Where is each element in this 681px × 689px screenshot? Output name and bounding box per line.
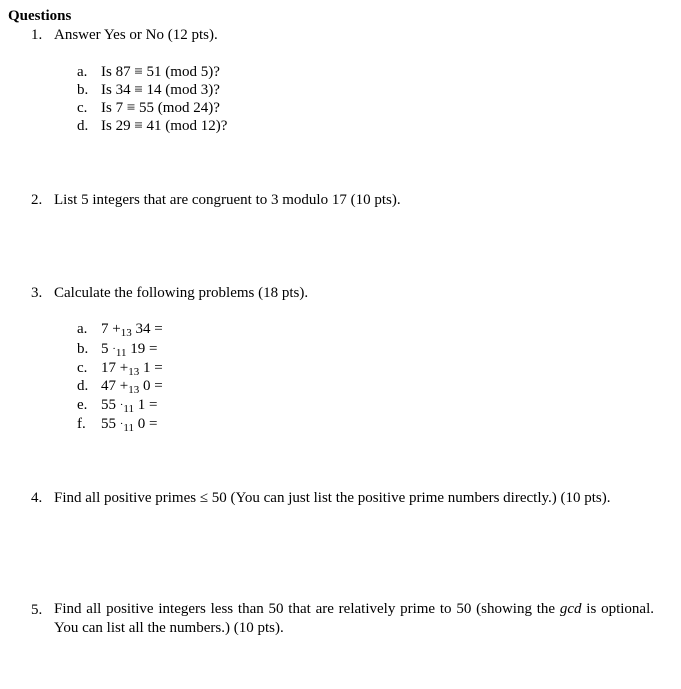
sub-item-label: a. bbox=[77, 64, 88, 80]
question-number: 5. bbox=[31, 602, 43, 618]
sub-item-label: d. bbox=[77, 378, 89, 394]
sub-item-text: Is 87 ≡ 51 (mod 5)? bbox=[101, 64, 220, 80]
question-number: 2. bbox=[31, 192, 43, 208]
modular-expression: $5 \cdot_{11}$ 19 = bbox=[101, 341, 158, 359]
question-text: Calculate the following problems (18 pts). bbox=[54, 285, 309, 301]
modular-expression: $55 \cdot_{11}$ 1 = bbox=[101, 397, 158, 415]
sub-item-label: b. bbox=[77, 82, 89, 98]
modular-expression: $47 +_{13}$ 0 = bbox=[101, 378, 163, 396]
sub-item-text: Is 7 ≡ 55 (mod 24)? bbox=[101, 100, 220, 116]
sub-item-text: Is 29 ≡ 41 (mod 12)? bbox=[101, 118, 228, 134]
question-text: Answer Yes or No (12 pts). bbox=[54, 27, 218, 43]
sub-item-label: a. bbox=[77, 321, 88, 337]
modular-expression: $7 +_{13}$ 34 = bbox=[101, 321, 163, 339]
question-number: 3. bbox=[31, 285, 43, 301]
sub-item-text: Is 34 ≡ 14 (mod 3)? bbox=[101, 82, 220, 98]
sub-item-label: d. bbox=[77, 118, 89, 134]
sub-item-label: f. bbox=[77, 416, 86, 432]
question-text: List 5 integers that are congruent to 3 modulo 17 (10 pts). bbox=[54, 192, 401, 208]
question-number: 1. bbox=[31, 27, 43, 43]
sub-item-label: c. bbox=[77, 100, 88, 116]
modular-expression: $55 \cdot_{11}$ 0 = bbox=[101, 416, 158, 434]
sub-item-label: c. bbox=[77, 360, 88, 376]
sub-item-label: e. bbox=[77, 397, 88, 413]
question-number: 4. bbox=[31, 490, 43, 506]
question-text: Find all positive primes ≤ 50 (You can just list the positive prime numbers directly.) (10 pts). bbox=[54, 490, 611, 506]
modular-expression: $17 +_{13}$ 1 = bbox=[101, 360, 163, 378]
question-text: Find all positive integers less than 50 that are relatively prime to 50 (showing the gcd is optional. You can list all the numbers.) (10 pts). bbox=[54, 601, 655, 636]
page-heading: Questions bbox=[8, 8, 72, 24]
sub-item-label: b. bbox=[77, 341, 89, 357]
